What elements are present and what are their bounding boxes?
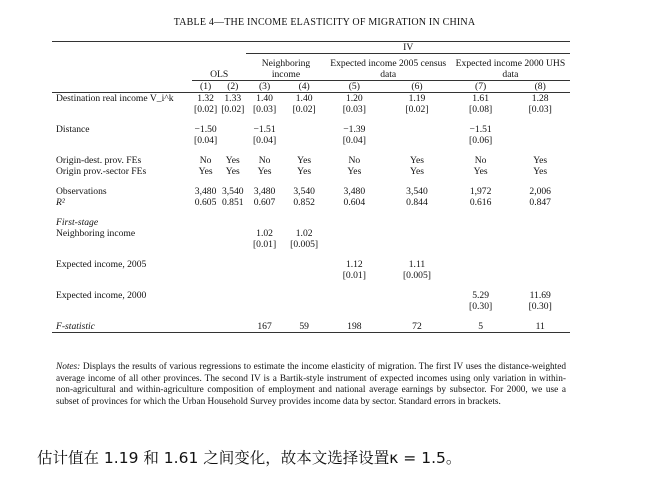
table-cell: 1.61 (472, 92, 489, 104)
table-cell: −1.51 (253, 123, 276, 135)
table-cell: 0.616 (469, 196, 492, 208)
table-cell: −1.39 (343, 123, 366, 135)
table-cell: [0.03] (342, 103, 366, 115)
table-cell (219, 228, 246, 239)
table-cell (383, 239, 451, 250)
table-cell (383, 301, 451, 312)
table-cell: 3,480 (194, 185, 217, 197)
table-cell: [0.01] (252, 238, 277, 250)
table-cell (192, 228, 219, 239)
table-cell: 1.40 (256, 92, 273, 104)
table-cell: 1.12 (345, 258, 363, 270)
row-label (52, 239, 192, 250)
table-cell: 3,480 (343, 185, 366, 197)
table-cell: Yes (297, 154, 312, 166)
table-cell: 3,540 (406, 185, 428, 197)
table-row (52, 290, 570, 301)
table-cell: [0.03] (528, 103, 552, 115)
column-number: (7) (475, 80, 487, 92)
table-cell: 3,540 (293, 185, 315, 197)
table-title: TABLE 4—THE INCOME ELASTICITY OF MIGRATION IN CHINA (173, 17, 476, 28)
table-cell: [0.02] (292, 103, 316, 115)
row-label: Distance (56, 123, 90, 135)
table-cell: Yes (409, 165, 424, 177)
table-row (52, 124, 570, 135)
table-cell: 1.11 (408, 258, 426, 270)
table-cell (510, 124, 570, 135)
table-cell (451, 239, 511, 250)
table-cell (510, 135, 570, 146)
row-label: Expected income, 2005 (56, 258, 147, 270)
table-cell (510, 259, 570, 270)
table-row (52, 135, 570, 146)
table-cell: Yes (533, 165, 548, 177)
table-cell: 1.40 (295, 92, 313, 104)
table-cell (510, 228, 570, 239)
table-cell: 3,540 (221, 185, 244, 197)
table-cell (451, 270, 511, 281)
table-row (52, 259, 570, 270)
row-label (52, 301, 192, 312)
table-cell: 1.19 (408, 92, 426, 104)
table-row (52, 228, 570, 239)
table-row (52, 217, 570, 228)
table-row (52, 166, 570, 177)
table-cell (219, 290, 246, 301)
row-label: Neighboring income (56, 227, 136, 239)
table-cell: [0.08] (469, 103, 493, 115)
table-cell (219, 239, 246, 250)
table-cell: 1,972 (469, 185, 492, 197)
column-number: (1) (200, 80, 212, 92)
table-cell: 0.604 (343, 196, 366, 208)
table-cell: Yes (473, 165, 488, 177)
table-cell (192, 239, 219, 250)
table-cell (326, 301, 384, 312)
table-cell (246, 301, 282, 312)
table-cell: [0.04] (342, 134, 366, 146)
table-cell (283, 124, 326, 135)
row-label: Origin prov.-sector FEs (56, 165, 147, 177)
table-cell: 1.20 (345, 92, 363, 104)
table-cell: Yes (225, 154, 240, 166)
chinese-caption: 估计值在 1.19 和 1.61 之间变化，故本文选择设置κ = 1.5。 (37, 449, 462, 467)
table-cell: 1.28 (531, 92, 549, 104)
table-cell (510, 270, 570, 281)
table-cell: 72 (383, 321, 451, 333)
table-cell (246, 259, 282, 270)
table-cell: 1.33 (224, 92, 242, 104)
table-cell (383, 124, 451, 135)
table-cell (283, 290, 326, 301)
table-row (52, 321, 570, 333)
table-cell (383, 135, 451, 146)
table-cell: No (348, 154, 361, 166)
table-cell (246, 290, 282, 301)
table-cell: 0.607 (253, 196, 276, 208)
row-label: Expected income, 2000 (56, 289, 147, 301)
table-cell: No (199, 154, 212, 166)
table-cell: 167 (246, 321, 282, 333)
notes-label: Notes: (56, 362, 81, 372)
table-notes (56, 362, 566, 408)
row-label (52, 104, 192, 115)
row-label: F-statistic (52, 321, 192, 333)
group-header-2000: Expected income 2000 UHS data (451, 54, 570, 81)
table-cell: 0.847 (529, 196, 551, 208)
table-cell (451, 228, 511, 239)
table-cell (326, 228, 384, 239)
table-cell (326, 290, 384, 301)
table-cell (219, 217, 246, 228)
table-cell: [0.02] (194, 103, 218, 115)
table-cell (283, 217, 326, 228)
table-cell: Yes (533, 154, 548, 166)
row-label: R² (56, 196, 65, 208)
table-cell: 0.844 (406, 196, 428, 208)
table-cell: 5 (451, 321, 511, 333)
table-cell (283, 259, 326, 270)
group-header-neighboring: Neighboring income (246, 54, 325, 81)
table-cell: 198 (326, 321, 384, 333)
table-cell: [0.04] (194, 134, 218, 146)
table-cell (246, 217, 282, 228)
table-row (52, 270, 570, 281)
table-cell: Yes (409, 154, 424, 166)
table-cell: 0.851 (221, 196, 244, 208)
notes-text: Displays the results of various regressions to estimate the income elasticity of migration. The first IV uses the distance-weighted average income of all other provinces. The second IV is a Bartik-style instrument of expected incomes using only variation in within-non-agricultural and within-agriculture composition of employment and national average earnings by subsector. For 2000, we use a subset of provinces for which the Urban Household Survey provides income data by sector. Standard errors in brackets. (56, 362, 566, 407)
table-cell: No (474, 154, 487, 166)
table-cell (451, 259, 511, 270)
table-cell: 1.32 (197, 92, 214, 104)
table-cell: Yes (198, 165, 213, 177)
table-row (52, 186, 570, 197)
table-cell: 1.02 (256, 227, 273, 239)
column-number: (2) (227, 80, 239, 92)
table-cell: [0.005] (402, 269, 431, 281)
table-cell: −1.50 (194, 123, 217, 135)
row-label (52, 270, 192, 281)
table-row (52, 301, 570, 312)
table-cell: 1.02 (295, 227, 313, 239)
table-cell (192, 301, 219, 312)
table-cell: [0.005] (290, 238, 319, 250)
table-cell: 0.605 (194, 196, 217, 208)
table-cell: 11 (510, 321, 570, 333)
row-label: Observations (56, 185, 107, 197)
table-cell: [0.02] (221, 103, 245, 115)
table-row (52, 92, 570, 104)
table-cell (283, 135, 326, 146)
table-cell (246, 270, 282, 281)
table-cell: [0.30] (469, 300, 493, 312)
table-cell (326, 239, 384, 250)
table-cell (219, 321, 246, 333)
table-row (52, 155, 570, 166)
table-cell (192, 290, 219, 301)
table-cell: 59 (283, 321, 326, 333)
row-label: First-stage (56, 216, 99, 228)
table-cell: [0.02] (405, 103, 429, 115)
column-number: (8) (534, 80, 546, 92)
column-number: (5) (348, 80, 360, 92)
table-cell: Yes (225, 165, 240, 177)
table-cell (192, 259, 219, 270)
group-header-2005: Expected income 2005 census data (326, 54, 451, 81)
table-cell (326, 217, 384, 228)
table-cell (383, 290, 451, 301)
table-cell (383, 217, 451, 228)
table-cell: 3,480 (253, 185, 276, 197)
table-cell: [0.06] (469, 134, 493, 146)
table-cell (192, 217, 219, 228)
table-cell (283, 270, 326, 281)
table-row (52, 239, 570, 250)
table-cell: Yes (347, 165, 362, 177)
table-cell: No (258, 154, 271, 166)
table-cell: [0.04] (252, 134, 277, 146)
table-cell (219, 301, 246, 312)
table-cell (219, 270, 246, 281)
table-cell (192, 270, 219, 281)
table-cell (219, 124, 246, 135)
row-label (52, 135, 192, 146)
table-row (52, 104, 570, 115)
table-row (52, 197, 570, 208)
table-cell (451, 217, 511, 228)
table-cell: 5.29 (472, 289, 489, 301)
table-cell: 2,006 (529, 185, 551, 197)
table-cell (283, 301, 326, 312)
row-label: Origin-dest. prov. FEs (56, 154, 142, 166)
table-cell (219, 259, 246, 270)
table-cell: Yes (297, 165, 312, 177)
table-cell: 0.852 (293, 196, 315, 208)
ols-header: OLS (192, 54, 246, 81)
table-cell: −1.51 (469, 123, 492, 135)
table-cell: [0.01] (342, 269, 366, 281)
regression-table (52, 41, 570, 333)
table-cell (510, 217, 570, 228)
table-cell (510, 239, 570, 250)
table-cell: Yes (257, 165, 272, 177)
column-number: (3) (258, 80, 271, 92)
row-label: Destination real income V_i^k (56, 92, 174, 104)
iv-header: IV (246, 42, 570, 54)
table-cell (192, 321, 219, 333)
table-cell: [0.30] (528, 300, 552, 312)
column-number: (4) (298, 80, 310, 92)
table-cell: 11.69 (529, 289, 551, 301)
table-cell (383, 228, 451, 239)
column-number: (6) (411, 80, 423, 92)
table-cell: [0.03] (252, 103, 277, 115)
table-cell (219, 135, 246, 146)
